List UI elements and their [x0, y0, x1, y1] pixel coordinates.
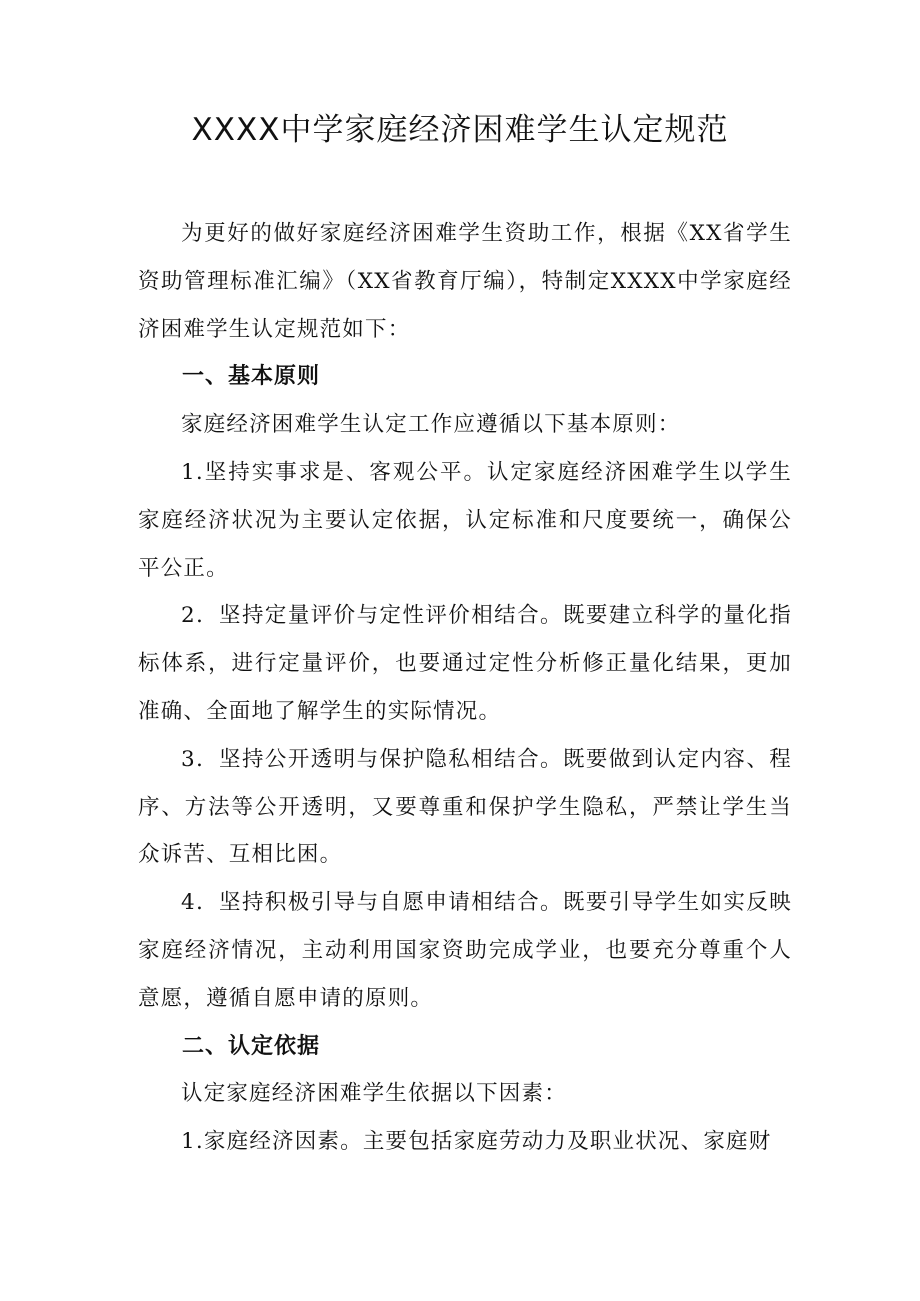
section-heading-criteria: 二、认定依据 [182, 1033, 321, 1059]
intro-paragraph: 为更好的做好家庭经济困难学生资助工作，根据《XX省学生资助管理标准汇编》（XX省教育厅编），特制定XXXX中学家庭经济困难学生认定规范如下： [138, 221, 792, 342]
section-lead-paragraph: 家庭经济困难学生认定工作应遵循以下基本原则： [181, 412, 681, 438]
document-title: XXXX中学家庭经济困难学生认定规范 [191, 112, 729, 148]
section-heading-basic-principles: 一、基本原则 [182, 364, 321, 390]
principle-item: 2．坚持定量评价与定性评价相结合。既要建立科学的量化指标体系，进行定量评价，也要通过定性分析修正量化结果，更加准确、全面地了解学生的实际情况。 [138, 603, 792, 724]
section-lead-paragraph: 认定家庭经济困难学生依据以下因素： [181, 1081, 567, 1107]
principle-item: 3．坚持公开透明与保护隐私相结合。既要做到认定内容、程序、方法等公开透明，又要尊重和保护学生隐私，严禁让学生当众诉苦、互相比困。 [138, 746, 792, 868]
principle-item: 4．坚持积极引导与自愿申请相结合。既要引导学生如实反映家庭经济情况，主动利用国家资助完成学业，也要充分尊重个人意愿，遵循自愿申请的原则。 [138, 890, 792, 1011]
document-body [138, 210, 792, 1166]
principle-item: 1.坚持实事求是、客观公平。认定家庭经济困难学生以学生家庭经济状况为主要认定依据，认定标准和尺度要统一，确保公平公正。 [138, 459, 792, 581]
criteria-item: 1.家庭经济因素。主要包括家庭劳动力及职业状况、家庭财 [181, 1129, 772, 1155]
